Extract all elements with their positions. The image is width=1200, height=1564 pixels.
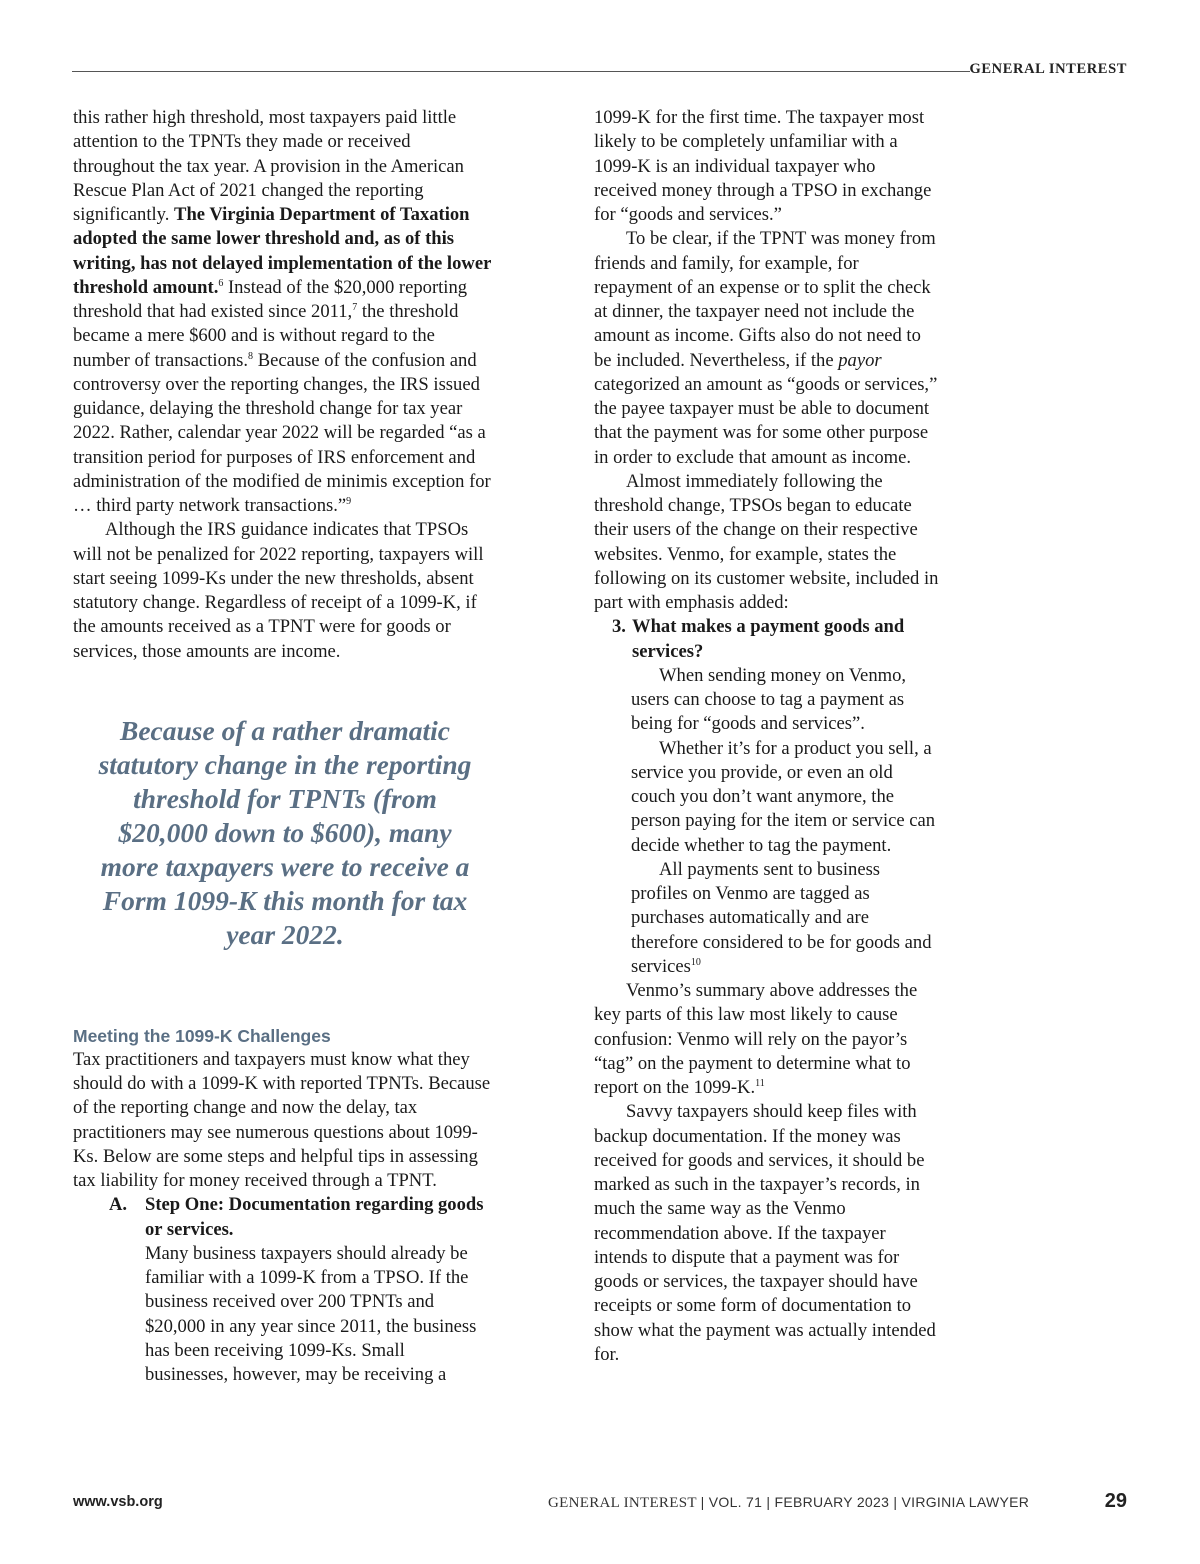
footnote-ref-8: 8 <box>248 350 254 362</box>
italic-text-run: payor <box>838 349 882 371</box>
footer-website: www.vsb.org <box>73 1494 163 1510</box>
quote-paragraph-2: Whether it’s for a product you sell, a service you provide, or even an old couch you don’t want anymore, the person paying for the item or service can decide whether to tag the payment. <box>631 737 936 856</box>
left-column <box>73 106 491 1387</box>
quoted-question <box>612 615 940 664</box>
step-title: Step One: Documentation regarding goods or services. <box>145 1194 484 1240</box>
left-paragraph-2: Although the IRS guidance indicates that TPSOs will not be penalized for 2022 reporting, taxpayers will start seeing 1099-Ks under the new thresholds, absent statutory change. Regardless of receipt of a 1099-K, if the amounts received as a TPNT were for goods or services, those amounts are income. <box>73 519 484 662</box>
left-paragraph-3: Tax practitioners and taxpayers must know what they should do with a 1099-K with reported TPNTs. Because of the reporting change and now the delay, tax practitioners may see numerous questions about 1099-Ks. Below are some steps and helpful tips in assessing tax liability for money received through a TPNT. <box>73 1048 491 1191</box>
footnote-ref-9: 9 <box>346 496 352 507</box>
right-paragraph-1: 1099-K for the first time. The taxpayer most likely to be completely unfamiliar with a 1099-K is an individual taxpayer who received money through a TPSO in exchange for “goods and services.” <box>594 107 932 225</box>
quote-paragraph-1: When sending money on Venmo, users can choose to tag a payment as being for “goods and services”. <box>631 664 907 735</box>
section-heading: Meeting the 1099-K Challenges <box>73 1025 331 1046</box>
block-quote <box>631 664 940 979</box>
quote-paragraph-3 <box>631 858 940 979</box>
header-section-label: GENERAL INTEREST <box>969 61 1127 77</box>
right-paragraph-5: Savvy taxpayers should keep files with backup documentation. If the money was received for goods and services, it should be marked as such in the taxpayer’s records, in much the same way as the Venmo recommendation above. If the taxpayer intends to dispute that a payment was for goods or services, the taxpayer should have receipts or some form of documentation to show what the payment was actually intended for. <box>594 1101 936 1365</box>
text-run: Because of the confusion and controversy over the reporting changes, the IRS issued guidance, delaying the threshold change for tax year 2022. Rather, calendar year 2022 will be regarded “as a transition period for purposes of IRS enforcement and administration of the modified de minimis exception for … third party network transactions.” <box>73 349 491 516</box>
step-body: Many business taxpayers should already be familiar with a 1099-K from a TPSO. If the business received over 200 TPNTs and $20,000 in any year since 2011, the business has been receiving 1099-Ks. Small businesses, however, may be receiving a <box>145 1242 477 1385</box>
question-title: What makes a payment goods and services? <box>632 616 905 662</box>
bold-text-run: The Virginia Department of Taxation adopted the same lower threshold and, as of this writing, has not delayed implementation of the lower threshold amount. <box>73 204 491 298</box>
right-paragraph-4 <box>594 979 940 1100</box>
header-rule <box>72 71 970 72</box>
right-paragraph-3: Almost immediately following the threshold change, TPSOs began to educate their users of the change on their respective websites. Venmo, for example, states the following on its customer website, included in part with emphasis added: <box>594 470 939 613</box>
text-run: categorized an amount as “goods or services,” the payee taxpayer must be able to document that the payment was for some other purpose in order to exclude that amount as income. <box>594 373 938 468</box>
footer-section: GENERAL INTEREST <box>548 1495 697 1511</box>
footnote-ref-7: 7 <box>352 302 358 313</box>
pull-quote: Because of a rather dramatic statutory change in the reporting threshold for TPNTs (from $20,000 down to $600), many more taxpayers were to receive a Form 1099-K this month for tax year 2022. <box>98 714 472 950</box>
footnote-ref-11: 11 <box>755 1078 765 1089</box>
text-run: Instead of the $20,000 reporting threshold that had existed since 2011, <box>73 276 468 322</box>
step-a <box>109 1193 491 1387</box>
right-column <box>594 106 940 1367</box>
right-paragraph-2 <box>594 227 940 470</box>
footnote-ref-6: 6 <box>218 277 224 289</box>
page-number: 29 <box>1104 1490 1127 1512</box>
text-run: All payments sent to business profiles on Venmo are tagged as purchases automatically and are therefore considered to be for goods and services <box>631 858 932 977</box>
step-letter: A. <box>109 1194 128 1216</box>
text-run: this rather high threshold, most taxpayers paid little attention to the TPNTs they made or received throughout the tax year. A provision in the American Rescue Plan Act of 2021 changed the reporting significantly. <box>73 107 464 225</box>
text-run: Venmo’s summary above addresses the key parts of this law most likely to cause confusion: Venmo will rely on the payor’s “tag” on the payment to determine what to report on the 1099-K. <box>594 980 918 1098</box>
footer-issue: | VOL. 71 | FEBRUARY 2023 | VIRGINIA LAWYER <box>700 1494 1030 1510</box>
question-number: 3. <box>612 616 626 638</box>
footer-issue-info <box>548 1494 1029 1512</box>
left-paragraph-1 <box>73 106 491 518</box>
text-run: the threshold became a mere $600 and is without regard to the number of transactions. <box>73 301 459 371</box>
footnote-ref-10: 10 <box>690 956 701 968</box>
text-run: To be clear, if the TPNT was money from friends and family, for example, for repayment of an expense or to split the check at dinner, the taxpayer need not include the amount as income. Gifts also do not need to be included. Nevertheless, if the <box>594 228 936 371</box>
